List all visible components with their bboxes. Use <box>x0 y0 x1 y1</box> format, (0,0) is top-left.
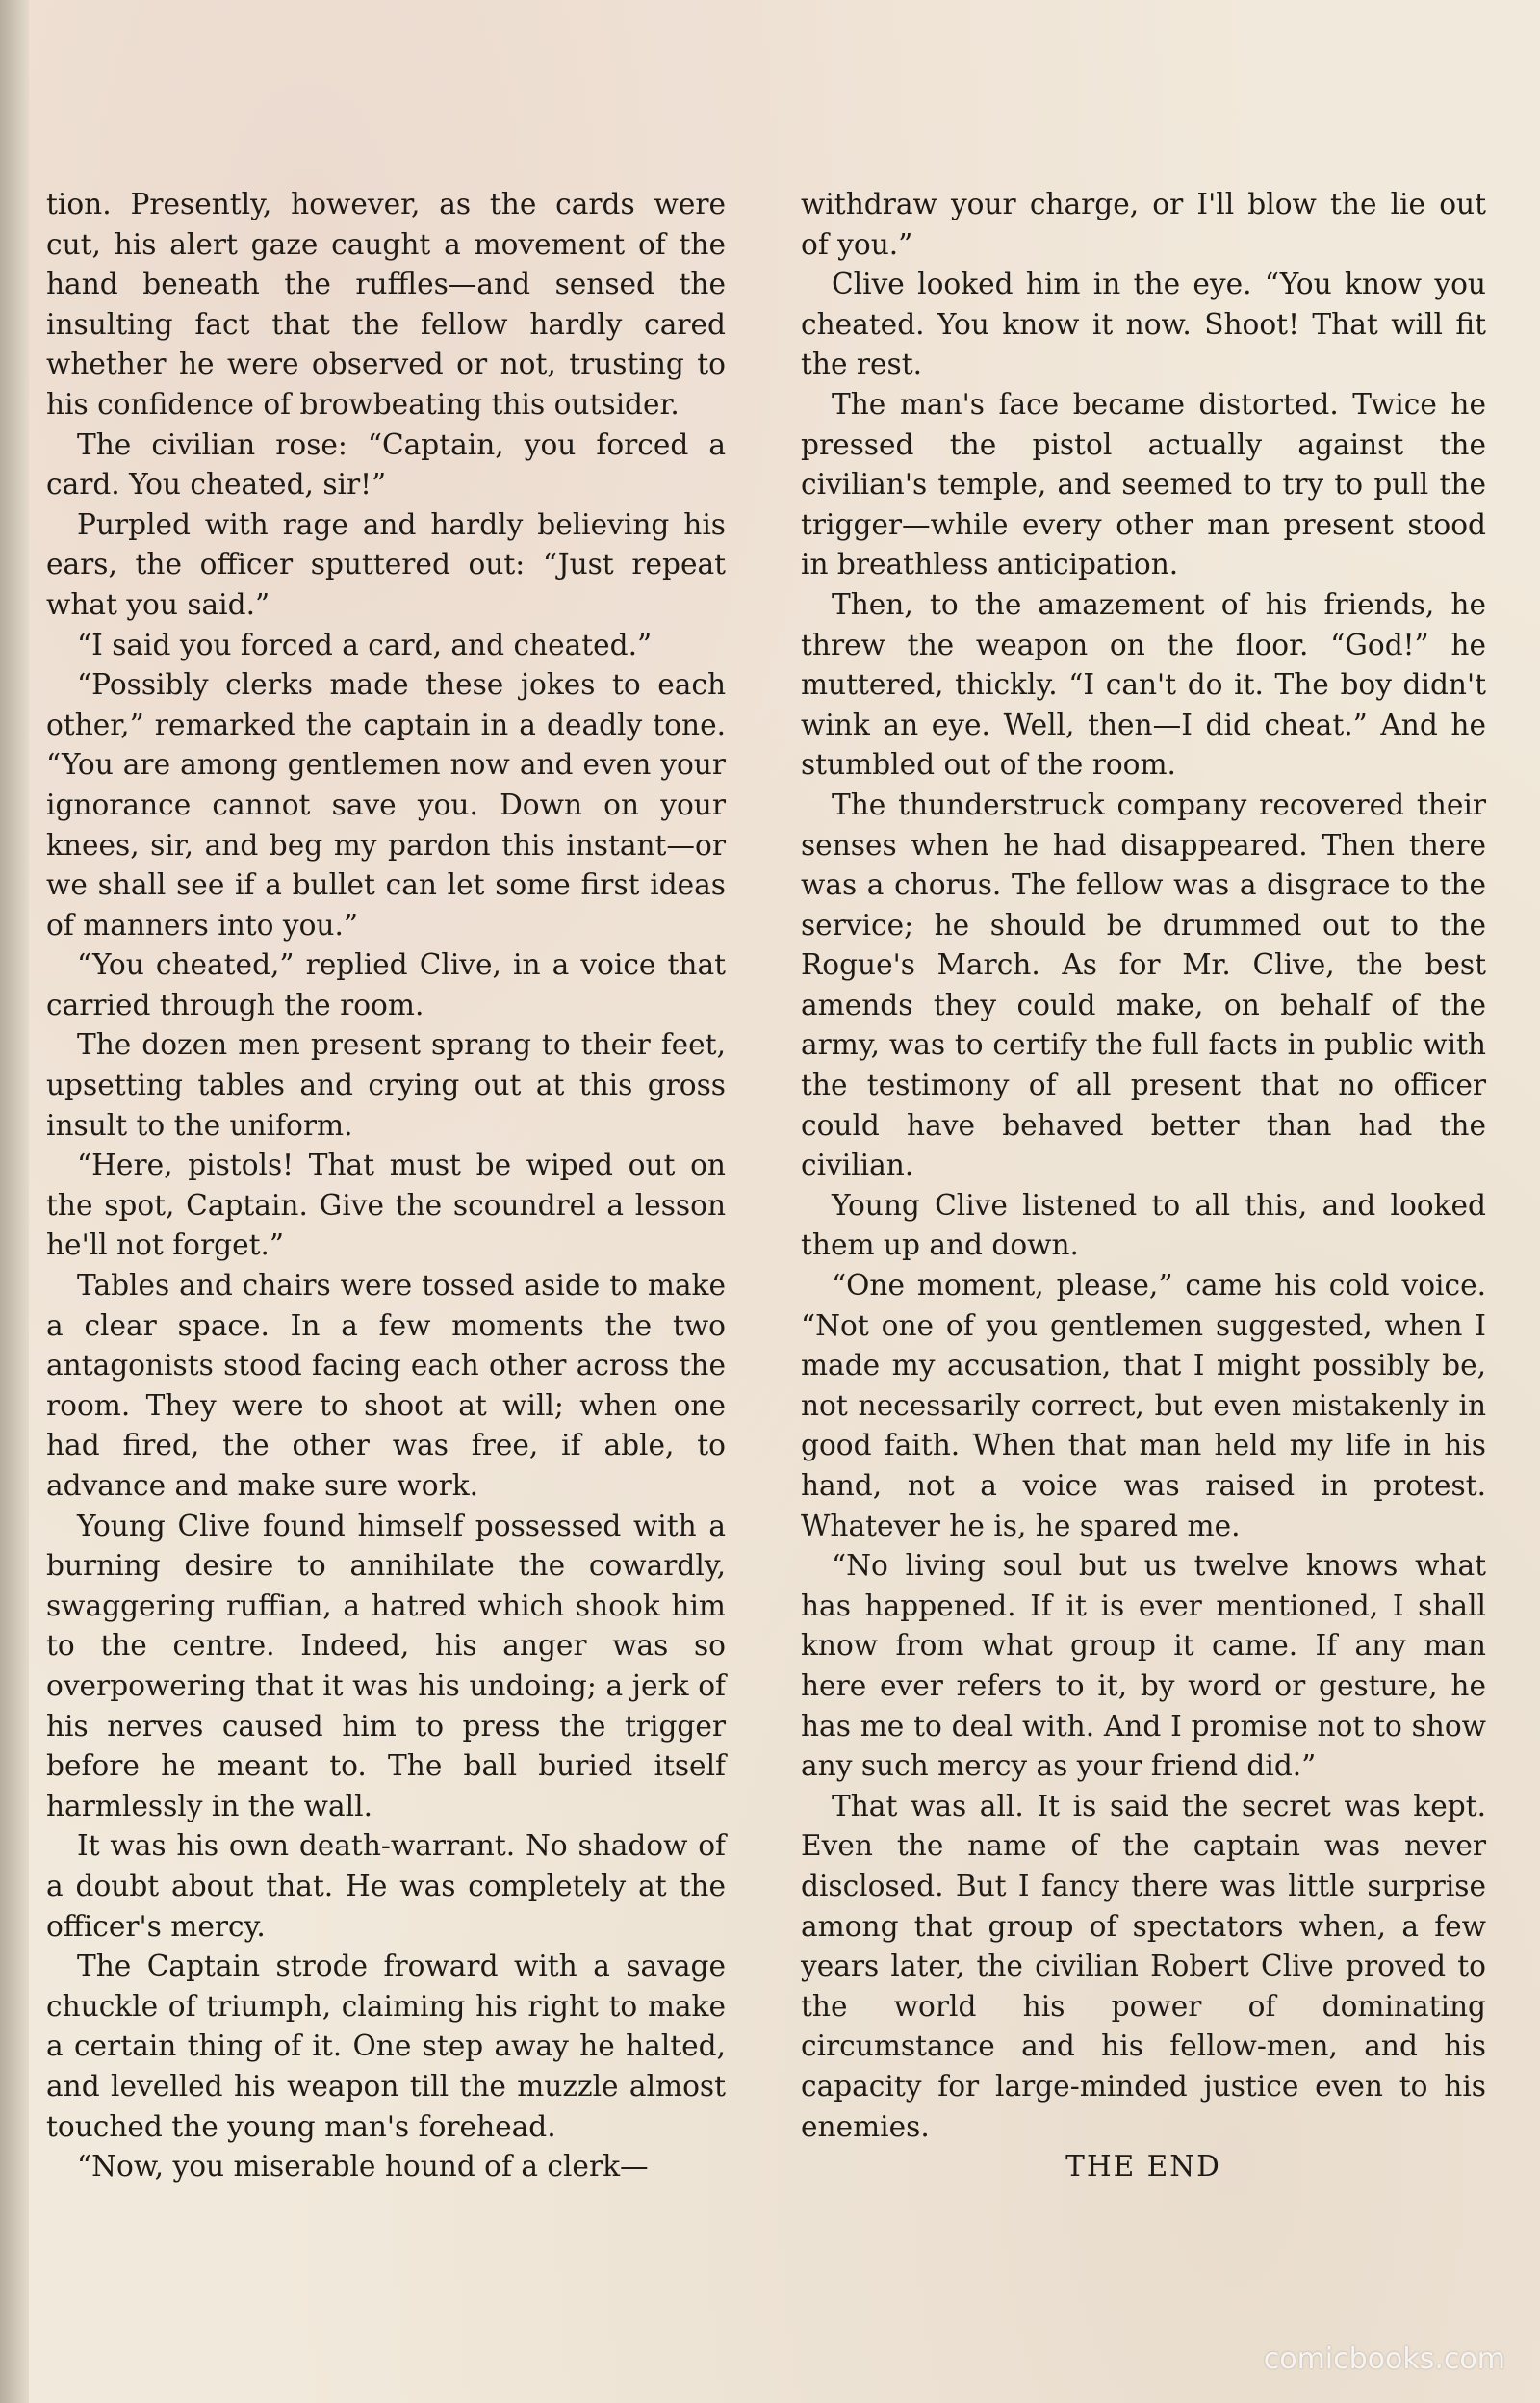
paragraph: Young Clive listened to all this, and looked them up and down. <box>801 1188 1486 1262</box>
page-edge-shadow <box>0 0 29 2403</box>
paragraph: “No living soul but us twelve knows what has happened. If it is ever mentioned, I shall know from what group it came. If any man here ever refers to it, by word or gesture, he has me to deal with. And I promise not to show any such mercy as your friend did.” <box>801 1549 1486 1783</box>
paragraph: Clive looked him in the eye. “You know you cheated. You know it now. Shoot! That will fit the rest. <box>801 268 1486 381</box>
the-end-label: THE END <box>1065 2150 1221 2183</box>
right-text-column <box>801 185 1486 2187</box>
watermark: comicbooks.com <box>1263 2342 1505 2376</box>
paragraph: The dozen men present sprang to their feet, upsetting tables and crying out at this gross insult to the uniform. <box>46 1028 726 1142</box>
paragraph: Purpled with rage and hardly believing his ears, the officer sputtered out: “Just repeat what you said.” <box>46 507 726 621</box>
paragraph: The civilian rose: “Captain, you forced a card. You cheated, sir!” <box>46 427 726 502</box>
paragraph: Tables and chairs were tossed aside to make a clear space. In a few moments the two antagonists stood facing each other across the room. They were to shoot at will; when one had fired, the other was free, if able, to advance and make sure work. <box>46 1269 726 1502</box>
paragraph: “Possibly clerks made these jokes to each other,” remarked the captain in a deadly tone. “You are among gentlemen now and even your ignorance cannot save you. Down on your knees, sir, and beg my pardon this instant—or we shall see if a bullet can let some first ideas of manners into you.” <box>46 668 726 942</box>
paragraph: “You cheated,” replied Clive, in a voice that carried through the room. <box>46 948 726 1021</box>
paragraph: The man's face became distorted. Twice he pressed the pistol actually against the civilian's temple, and seemed to try to pull the trigger—while every other man present stood in breathless anticipation. <box>801 387 1486 581</box>
paragraph: The Captain strode froward with a savage chuckle of triumph, claiming his right to make a certain thing of it. One step away he halted, and levelled his weapon till the muzzle almost touched the young man's forehead. <box>46 1950 726 2143</box>
paragraph: “Now, you miserable hound of a clerk— <box>77 2150 649 2183</box>
paragraph: “One moment, please,” came his cold voice. “Not one of you gentlemen suggested, when I made my accusation, that I might possibly be, not necessarily correct, but even mistakenly in good faith. When that man held my life in his hand, not a voice was raised in protest. Whatever he is, he spared me. <box>801 1269 1486 1542</box>
paragraph: tion. Presently, however, as the cards were cut, his alert gaze caught a movement of the hand beneath the ruffles—and sensed the insulting fact that the fellow hardly cared whether he were observed or not, trusting to his confidence of browbeating this outsider. <box>46 188 726 421</box>
paragraph: Young Clive found himself possessed with a burning desire to annihilate the cowardly, swaggering ruffian, a hatred which shook him to the centre. Indeed, his anger was so overpowering that it was his undoing; a jerk of his nerves caused him to press the trigger before he meant to. The ball buried itself harmlessly in the wall. <box>46 1509 726 1822</box>
left-text-column <box>46 185 726 2187</box>
paragraph: withdraw your charge, or I'll blow the lie out of you.” <box>801 188 1486 261</box>
paragraph: Then, to the amazement of his friends, he threw the weapon on the floor. “God!” he muttered, thickly. “I can't do it. The boy didn't wink an eye. Well, then—I did cheat.” And he stumbled out of the room. <box>801 587 1486 782</box>
paragraph: It was his own death-warrant. No shadow of a doubt about that. He was completely at the officer's mercy. <box>46 1829 726 1943</box>
paragraph: “I said you forced a card, and cheated.” <box>77 628 653 661</box>
paragraph: The thunderstruck company recovered their senses when he had disappeared. Then there was a chorus. The fellow was a disgrace to the service; he should be drummed out to the Rogue's March. As for Mr. Clive, the best amends they could make, on behalf of the army, was to certify the full facts in public with the testimony of all present that no officer could have behaved better than had the civilian. <box>801 788 1486 1182</box>
paragraph: “Here, pistols! That must be wiped out on the spot, Captain. Give the scoundrel a lesson he'll not forget.” <box>46 1149 726 1262</box>
paragraph: That was all. It is said the secret was kept. Even the name of the captain was never disclosed. But I fancy there was little surprise among that group of spectators when, a few years later, the civilian Robert Clive proved to the world his power of dominating circumstance and his fellow-men, and his capacity for large-minded justice even to his enemies. <box>801 1789 1486 2143</box>
